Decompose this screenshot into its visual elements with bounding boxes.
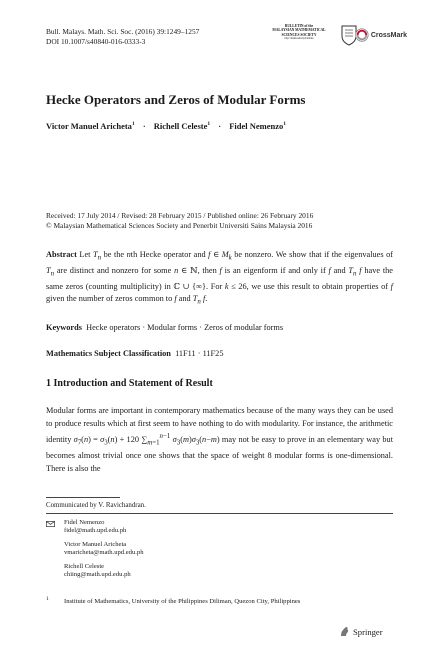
keywords-line [46, 323, 283, 332]
journal-citation [46, 27, 199, 46]
affiliation-number: 1 [46, 596, 49, 602]
doi: DOI 10.1007/s40840-016-0333-3 [46, 36, 146, 46]
affiliation: Institute of Mathematics, University of the Philippines Diliman, Quezon City, Philippines [64, 598, 301, 605]
journal-reference: Bull. Malays. Math. Sci. Soc. (2016) 39:1249–1257 [46, 27, 200, 36]
paper-title: Hecke Operators and Zeros of Modular Forms [46, 92, 306, 107]
author-name: Fidel Nemenzo [229, 121, 284, 131]
journal-logo [258, 24, 340, 41]
springer-horse-icon [339, 626, 350, 637]
publication-history [46, 211, 313, 231]
contact-entry [64, 563, 144, 580]
footnote-rule [46, 497, 120, 498]
contact-entry [64, 519, 144, 536]
springer-label: Springer [353, 626, 383, 637]
msc-label: Mathematics Subject Classification [46, 349, 171, 358]
msc-value: 11F11 · 11F25 [175, 349, 224, 358]
section-heading: 1 Introduction and Statement of Result [46, 378, 213, 389]
springer-logo [339, 626, 383, 637]
contact-email[interactable]: fidel@math.upd.edu.ph [64, 527, 127, 535]
keywords-label: Keywords [46, 323, 82, 332]
contact-list [64, 519, 144, 584]
author-separator: · [142, 121, 146, 131]
envelope-icon [46, 521, 55, 527]
crossmark-label: CrossMark [370, 31, 407, 39]
footnote-divider [46, 513, 393, 514]
author-name: Richell Celeste [153, 121, 208, 131]
history-dates: Received: 17 July 2014 / Revised: 28 February 2015 / Published online: 26 February 2016 [46, 211, 314, 220]
msc-line [46, 349, 223, 358]
keywords-value: Hecke operators · Modular forms · Zeros of modular forms [86, 323, 284, 332]
crossmark-icon [355, 27, 369, 43]
author-affiliation-mark: 1 [131, 121, 135, 128]
journal-logo-url: http://math.usm.my/bulletin [284, 37, 314, 41]
author-affiliation-mark: 1 [283, 121, 287, 128]
contact-name: Richell Celeste [64, 562, 105, 570]
author-name: Victor Manuel Aricheta [46, 121, 132, 131]
author-affiliation-mark: 1 [207, 121, 211, 128]
introduction-paragraph: Modular forms are important in contemporary mathematics because of the many ways they can be used to produce results which at first seem to have nothing to do with modularity. For instance, the arithmetic identity $\sigma_7(n) = \sigma_3(n) + 120$ $\sum_{m=1}^{n-1}$ $\sigma_3(m)\sigma_3(n-m)$ may not be easy to prove in an elementary way but becomes almost trivial once one shows that the space of weight 8 modular forms is one-dimensional. There is also the [46, 406, 393, 473]
author-separator: · [218, 121, 222, 131]
contact-entry [64, 541, 144, 558]
journal-logo-line-3: SCIENCES SOCIETY [281, 32, 317, 37]
contact-email[interactable]: vmaricheta@math.upd.edu.ph [64, 549, 144, 557]
abstract: Abstract Let $T_n$ be the nth Hecke operator and f ∈ $M_k$ be nonzero. We show that if the eigenvalues of $T_n$ are distinct and nonzero for some n ∈ ℕ, then f is an eigenform if and only if f and $T_n$ f have the same zeros (counting multiplicity) in ℂ ∪ {∞}. For k ≤ 26, we use this result to obtain properties of f given the number of zeros common to f and $T_n$ f. [46, 250, 393, 306]
copyright-line: © Malaysian Mathematical Sciences Society and Penerbit Universiti Sains Malaysia 2016 [46, 221, 313, 230]
contact-email[interactable]: chiing@math.upd.edu.ph [64, 571, 131, 579]
abstract-label: Abstract [46, 250, 77, 259]
contact-name: Fidel Nemenzo [64, 519, 105, 526]
journal-logo-line-2: MALAYSIAN MATHEMATICAL [272, 28, 326, 33]
journal-logo-line-1: BULLETIN of the [284, 24, 314, 28]
contact-name: Victor Manuel Aricheta [64, 540, 127, 548]
crossmark-badge[interactable] [355, 25, 407, 45]
author-list [46, 121, 286, 131]
communicated-by: Communicated by V. Ravichandran. [46, 502, 146, 509]
